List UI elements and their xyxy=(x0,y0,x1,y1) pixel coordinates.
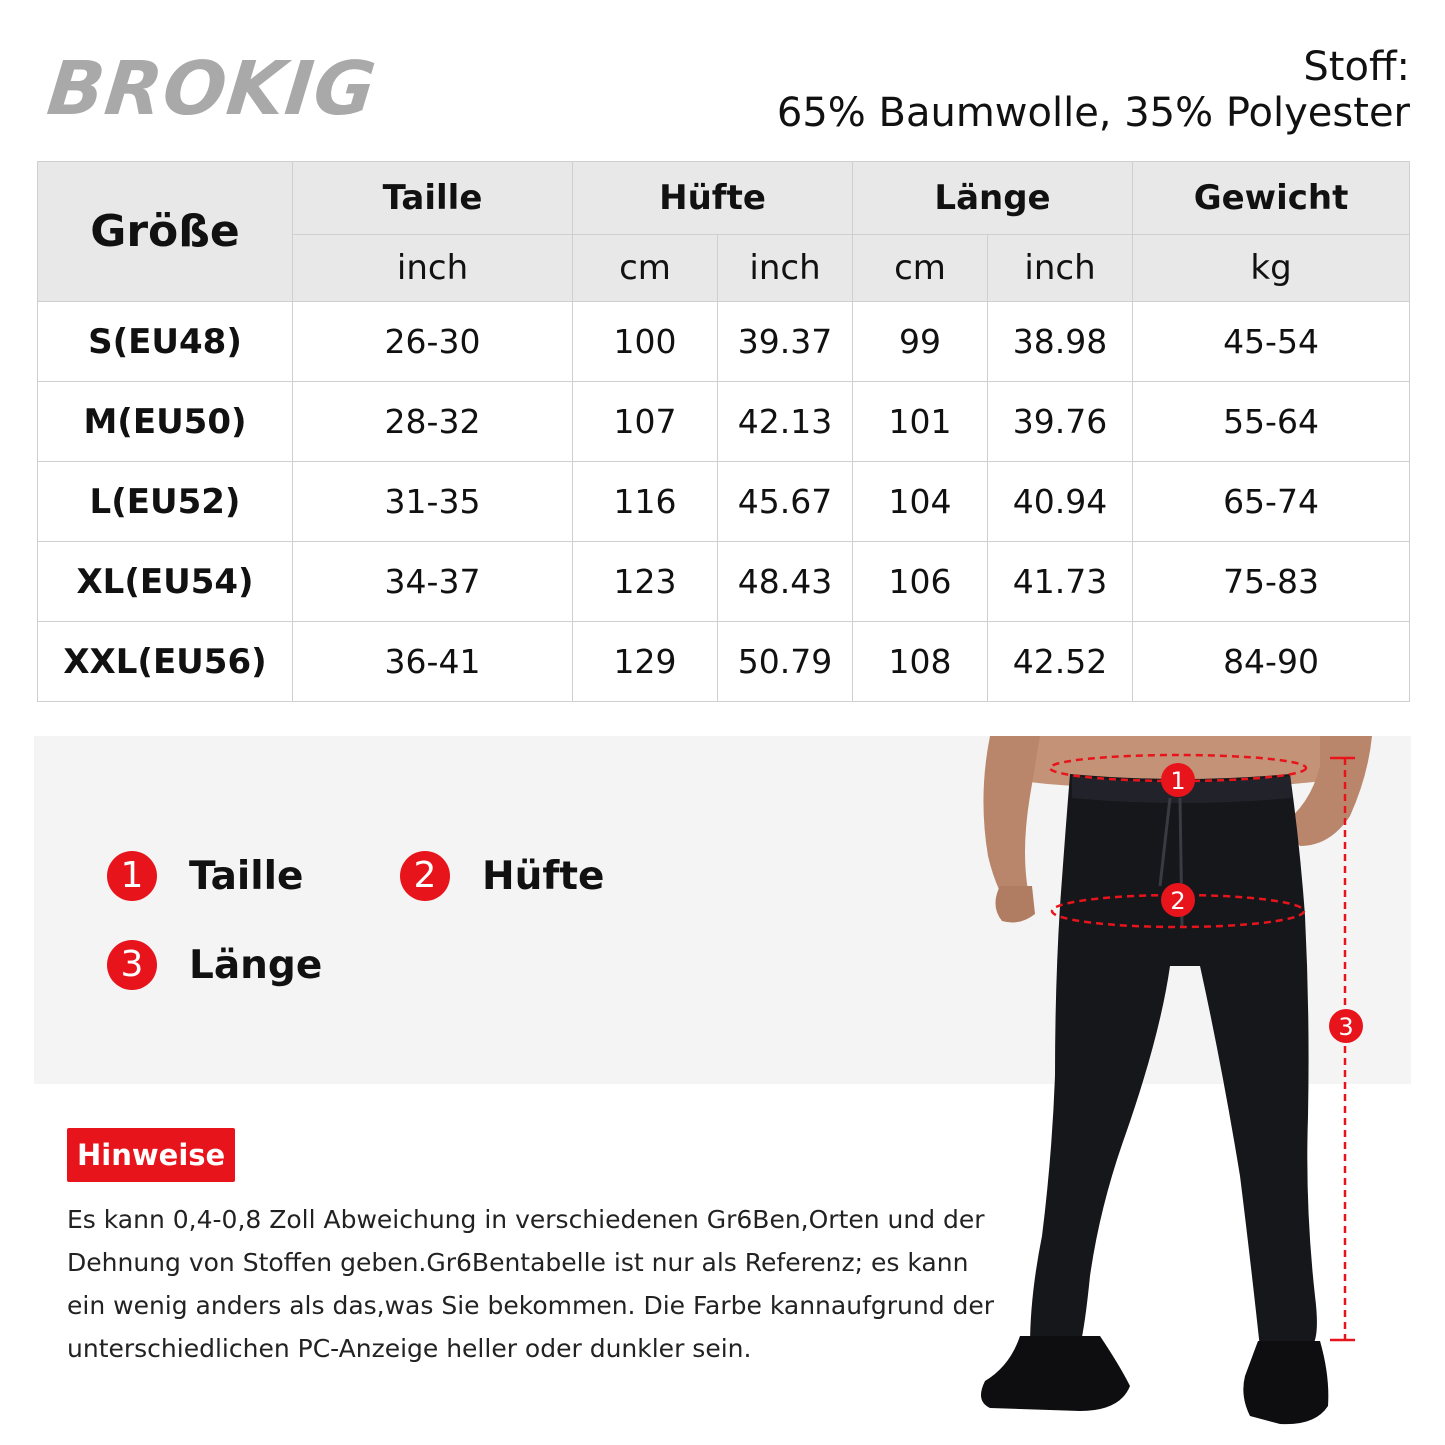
unit-header: inch xyxy=(988,235,1133,302)
legend-item-huefte xyxy=(400,851,604,901)
table-row xyxy=(38,302,1410,382)
group-header-laenge: Länge xyxy=(853,162,1133,235)
legend-label: Taille xyxy=(189,853,304,899)
table-cell: 116 xyxy=(573,462,718,542)
unit-header: cm xyxy=(853,235,988,302)
table-row xyxy=(38,462,1410,542)
table-cell: 40.94 xyxy=(988,462,1133,542)
size-cell: XXL(EU56) xyxy=(38,622,293,702)
table-cell: 100 xyxy=(573,302,718,382)
table-cell: 31-35 xyxy=(293,462,573,542)
table-cell: 75-83 xyxy=(1133,542,1410,622)
group-header-gewicht: Gewicht xyxy=(1133,162,1410,235)
table-cell: 104 xyxy=(853,462,988,542)
table-cell: 48.43 xyxy=(718,542,853,622)
table-cell: 28-32 xyxy=(293,382,573,462)
unit-header: cm xyxy=(573,235,718,302)
model-left-arm xyxy=(983,736,1040,906)
table-cell: 108 xyxy=(853,622,988,702)
table-cell: 36-41 xyxy=(293,622,573,702)
table-cell: 129 xyxy=(573,622,718,702)
notes-line: unterschiedlichen PC-Anzeige heller oder dunkler sein. xyxy=(67,1334,752,1363)
number-badge: 3 xyxy=(107,940,157,990)
table-cell: 38.98 xyxy=(988,302,1133,382)
right-shoe-icon xyxy=(1243,1341,1328,1424)
size-header: Größe xyxy=(38,162,293,302)
unit-header: kg xyxy=(1133,235,1410,302)
table-cell: 107 xyxy=(573,382,718,462)
size-cell: S(EU48) xyxy=(38,302,293,382)
table-cell: 84-90 xyxy=(1133,622,1410,702)
table-cell: 26-30 xyxy=(293,302,573,382)
fabric-composition: 65% Baumwolle, 35% Polyester xyxy=(776,90,1410,136)
notes-line: ein wenig anders als das,was Sie bekommen. Die Farbe kannaufgrund der xyxy=(67,1291,995,1320)
table-cell: 34-37 xyxy=(293,542,573,622)
model-left-hand xyxy=(995,886,1035,922)
legend-item-laenge xyxy=(107,940,322,990)
table-row xyxy=(38,382,1410,462)
table-cell: 106 xyxy=(853,542,988,622)
pants-icon xyxy=(1030,774,1317,1348)
table-row xyxy=(38,622,1410,702)
marker-3-label: 3 xyxy=(1338,1013,1354,1041)
table-cell: 101 xyxy=(853,382,988,462)
table-cell: 50.79 xyxy=(718,622,853,702)
unit-header: inch xyxy=(293,235,573,302)
table-row xyxy=(38,542,1410,622)
marker-1-label: 1 xyxy=(1170,767,1186,795)
notes-line: Es kann 0,4-0,8 Zoll Abweichung in verschiedenen Gr6Ben,Orten und der xyxy=(67,1205,985,1234)
table-cell: 42.52 xyxy=(988,622,1133,702)
table-cell: 99 xyxy=(853,302,988,382)
fabric-label: Stoff: xyxy=(1303,44,1410,90)
legend-item-taille xyxy=(107,851,303,901)
table-cell: 65-74 xyxy=(1133,462,1410,542)
notes-text xyxy=(67,1198,1042,1370)
table-cell: 39.37 xyxy=(718,302,853,382)
group-header-taille: Taille xyxy=(293,162,573,235)
number-badge: 1 xyxy=(107,851,157,901)
fabric-info xyxy=(777,44,1410,136)
unit-header: inch xyxy=(718,235,853,302)
size-cell: L(EU52) xyxy=(38,462,293,542)
size-cell: M(EU50) xyxy=(38,382,293,462)
notes-line: Dehnung von Stoffen geben.Gr6Bentabelle ist nur als Referenz; es kann xyxy=(67,1248,969,1277)
size-chart-table xyxy=(37,161,1410,702)
legend-label: Hüfte xyxy=(482,853,605,899)
number-badge: 2 xyxy=(400,851,450,901)
size-cell: XL(EU54) xyxy=(38,542,293,622)
marker-2-label: 2 xyxy=(1170,887,1186,915)
table-cell: 123 xyxy=(573,542,718,622)
table-cell: 39.76 xyxy=(988,382,1133,462)
table-cell: 55-64 xyxy=(1133,382,1410,462)
group-header-huefte: Hüfte xyxy=(573,162,853,235)
legend-label: Länge xyxy=(189,942,323,988)
notes-badge: Hinweise xyxy=(67,1128,235,1182)
table-cell: 45.67 xyxy=(718,462,853,542)
table-cell: 42.13 xyxy=(718,382,853,462)
table-cell: 45-54 xyxy=(1133,302,1410,382)
brand-logo: BROKIG xyxy=(43,46,381,132)
table-cell: 41.73 xyxy=(988,542,1133,622)
